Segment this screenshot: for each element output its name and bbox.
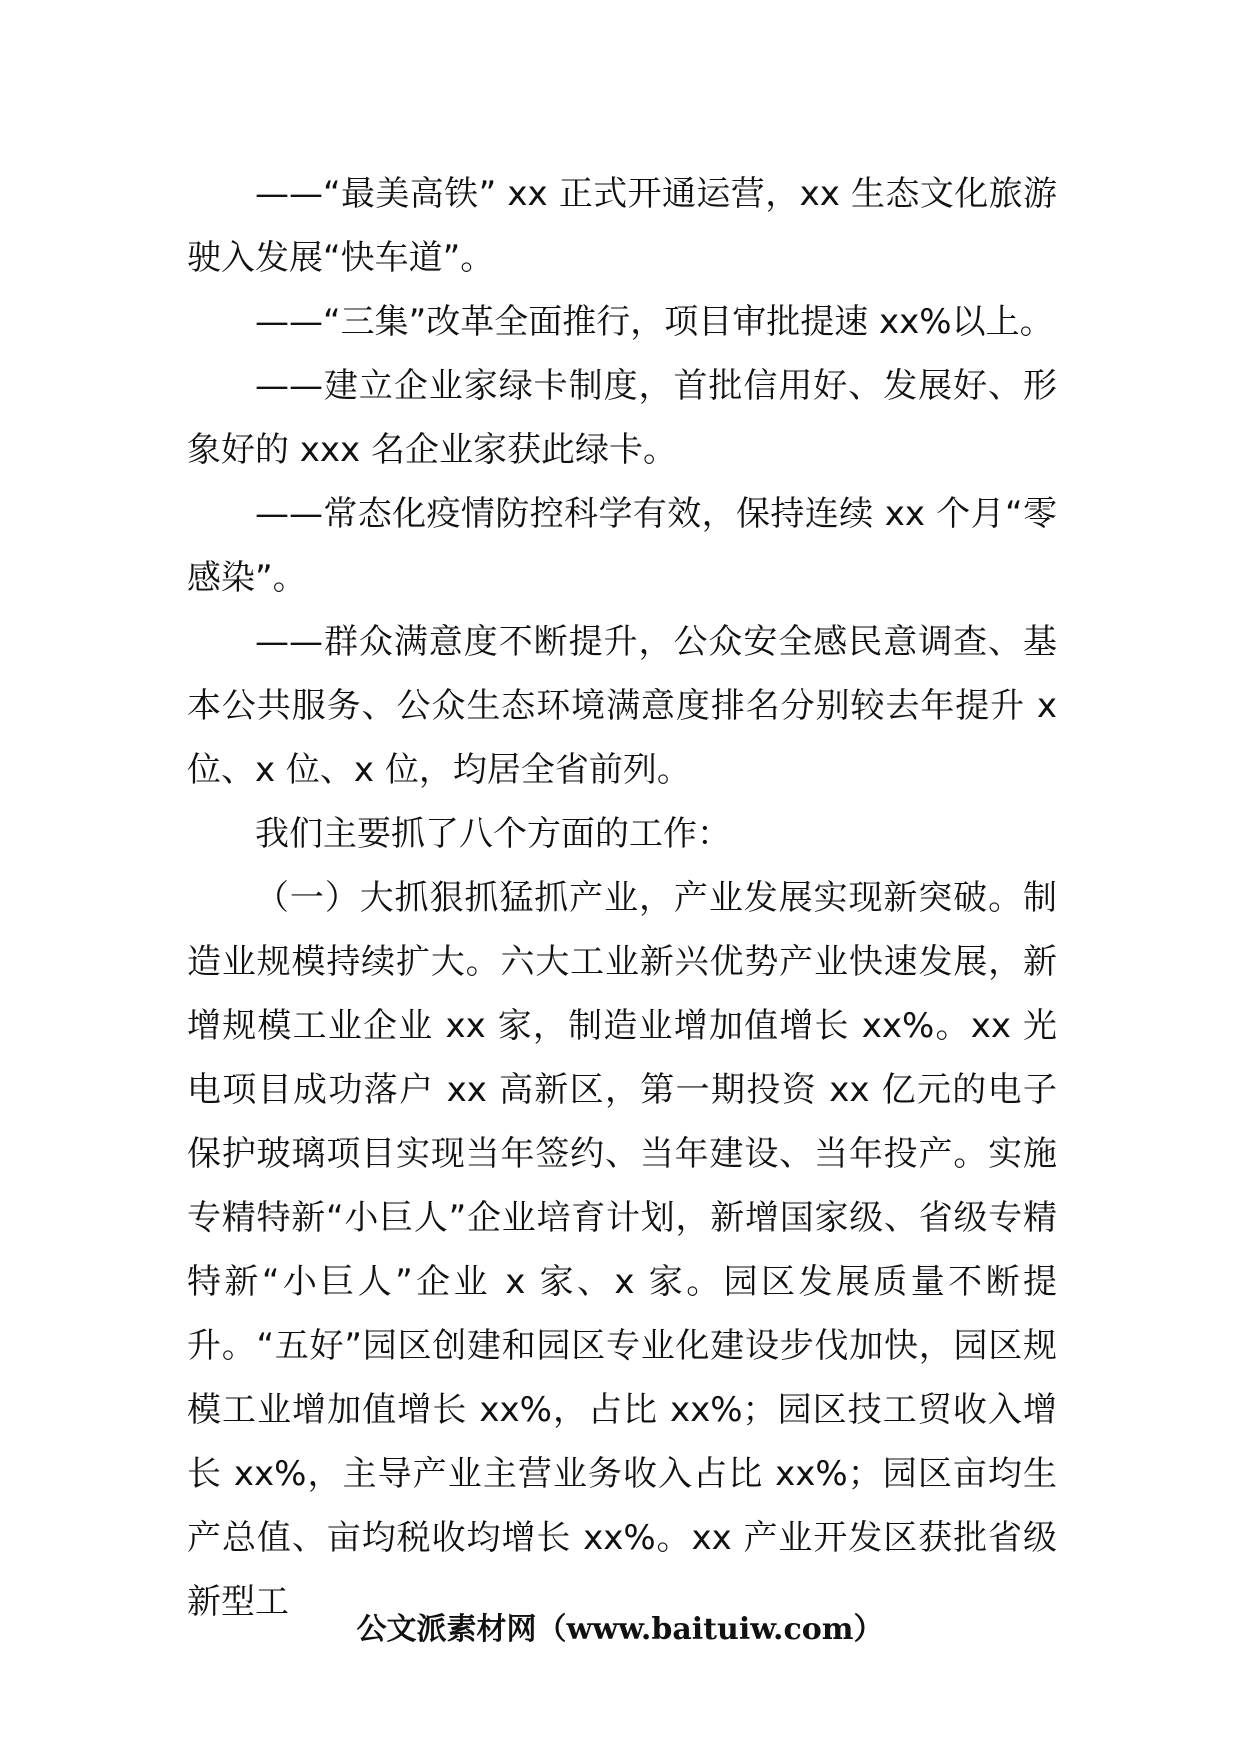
paragraph-section-one-industry: （一）大抓狠抓猛抓产业，产业发展实现新突破。制造业规模持续扩大。六大工业新兴优势产业快速发展，新增规模工业企业 xx 家，制造业增加值增长 xx%。xx 光电项目成功落户 xx 高新区，第一期投资 xx 亿元的电子保护玻璃项目实现当年签约、当年建设、当年投产。实施专精特新“小巨人”企业培育计划，新增国家级、省级专精特新“小巨人”企业 x 家、x 家。园区发展质量不断提升。“五好”园区创建和园区专业化建设步伐加快，园区规模工业增加值增长 xx%，占比 xx%；园区技工贸收入增长 xx%，主导产业主营业务收入占比 xx%；园区亩均生产总值、亩均税收均增长 xx%。xx 产业开发区获批省级新型工 <box>187 878 1057 1622</box>
document-body <box>187 162 1057 1634</box>
paragraph-green-card: ——建立企业家绿卡制度，首批信用好、发展好、形象好的 xxx 名企业家获此绿卡。 <box>187 366 1057 470</box>
paragraph-epidemic-control: ——常态化疫情防控科学有效，保持连续 xx 个月“零感染”。 <box>187 494 1057 598</box>
footer-source-watermark: 公文派素材网（www.baituiw.com） <box>356 1612 884 1647</box>
paragraph-sanji-reform: ——“三集”改革全面推行，项目审批提速 xx%以上。 <box>255 302 1054 342</box>
paragraph-satisfaction: ——群众满意度不断提升，公众安全感民意调查、基本公共服务、公众生态环境满意度排名分别较去年提升 x 位、x 位、x 位，均居全省前列。 <box>187 622 1057 790</box>
paragraph-eight-aspects: 我们主要抓了八个方面的工作： <box>255 814 731 854</box>
paragraph-high-speed-rail: ——“最美高铁” xx 正式开通运营，xx 生态文化旅游驶入发展“快车道”。 <box>187 174 1057 278</box>
